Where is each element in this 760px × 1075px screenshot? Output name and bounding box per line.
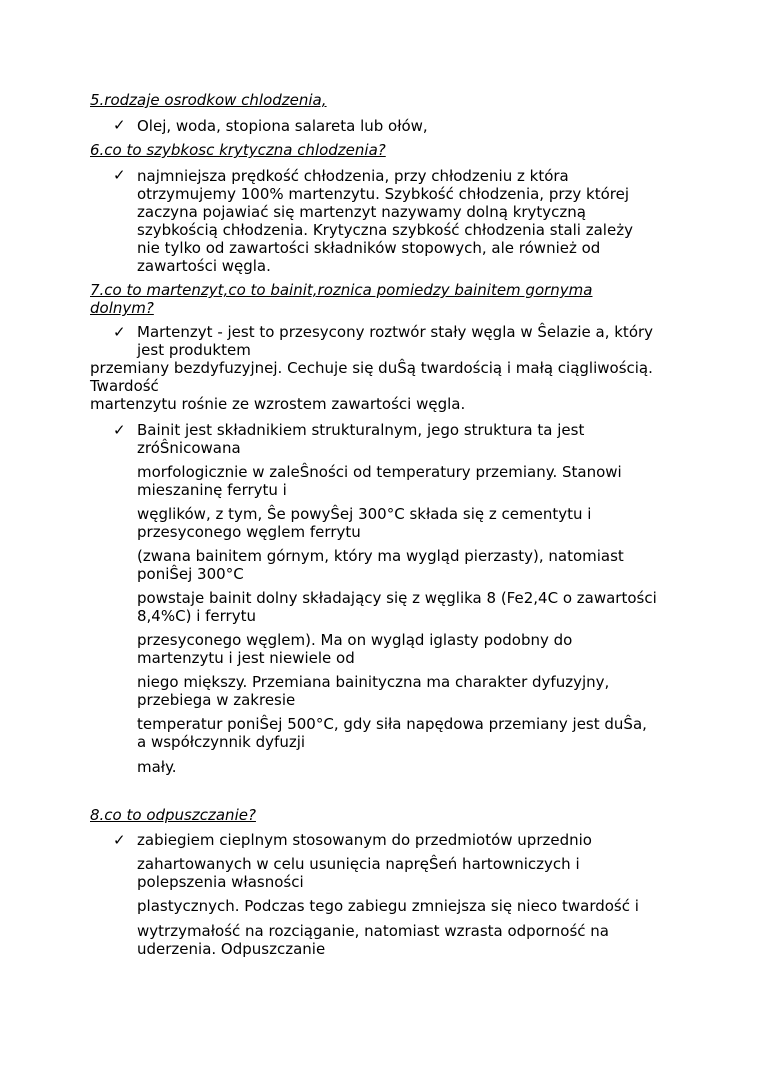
checkmark-icon: ✓ — [113, 116, 126, 134]
section-7-bullet-2-line-2: zróŜnicowana — [137, 439, 241, 457]
section-8-bullet-1-line-4: plastycznych. Podczas tego zabiegu zmniejsza się nieco twardość i — [137, 897, 639, 915]
section-7-bullet-2-line-17: mały. — [137, 758, 177, 776]
section-7-bullet-1-line-3: przemiany bezdyfuzyjnej. Cechuje się duŜą twardością i małą ciągliwością. — [90, 359, 653, 377]
section-7-bullet-2-line-1: Bainit jest składnikiem strukturalnym, jego struktura ta jest — [137, 421, 585, 439]
section-6-bullet-1-line-4: szybkością chłodzenia. Krytyczna szybkość chłodzenia stali zależy — [137, 221, 633, 239]
section-8-bullet-1-line-1: zabiegiem cieplnym stosowanym do przedmiotów uprzednio — [137, 831, 592, 849]
section-6-bullet-1-line-5: nie tylko od zawartości składników stopowych, ale również od — [137, 239, 601, 257]
checkmark-icon: ✓ — [113, 166, 126, 184]
section-7-bullet-2-line-8: poniŜej 300°C — [137, 565, 244, 583]
section-7-bullet-2-line-12: martenzytu i jest niewiele od — [137, 649, 355, 667]
section-7-heading-line-2: dolnym? — [90, 299, 154, 317]
section-7-bullet-1-line-2: jest produktem — [137, 341, 251, 359]
section-7-bullet-1-line-4: Twardość — [90, 377, 159, 395]
section-8-heading: 8.co to odpuszczanie? — [90, 806, 256, 824]
checkmark-icon: ✓ — [113, 831, 126, 849]
section-6-bullet-1-line-3: zaczyna pojawiać się martenzyt nazywamy dolną krytyczną — [137, 203, 587, 221]
section-7-bullet-2-line-9: powstaje bainit dolny składający się z węglika 8 (Fe2,4C o zawartości — [137, 589, 657, 607]
section-7-bullet-2-line-16: a współczynnik dyfuzji — [137, 733, 306, 751]
section-7-bullet-1-line-5: martenzytu rośnie ze wzrostem zawartości węgla. — [90, 395, 466, 413]
section-6-bullet-1-line-6: zawartości węgla. — [137, 257, 271, 275]
section-8-bullet-1-line-2: zahartowanych w celu usunięcia napręŜeń hartowniczych i — [137, 855, 580, 873]
section-8-bullet-1-line-3: polepszenia własności — [137, 873, 304, 891]
section-7-bullet-1-line-1: Martenzyt - jest to przesycony roztwór stały węgla w Ŝelazie a, który — [137, 323, 654, 341]
section-5-bullet-1-line-1: Olej, woda, stopiona salareta lub ołów, — [137, 117, 428, 135]
section-7-bullet-2-line-4: mieszaninę ferrytu i — [137, 481, 287, 499]
section-8-bullet-1-line-6: uderzenia. Odpuszczanie — [137, 940, 326, 958]
checkmark-icon: ✓ — [113, 421, 126, 439]
section-7-bullet-2-line-3: morfologicznie w zaleŜności od temperatury przemiany. Stanowi — [137, 463, 622, 481]
section-7-heading-line-1: 7.co to martenzyt,co to bainit,roznica pomiedzy bainitem gornyma — [90, 281, 593, 299]
section-7-bullet-2-line-5: węglików, z tym, Ŝe powyŜej 300°C składa się z cementytu i — [137, 505, 592, 523]
section-7-bullet-2-line-11: przesyconego węglem). Ma on wygląd iglasty podobny do — [137, 631, 573, 649]
section-7-bullet-2-line-7: (zwana bainitem górnym, który ma wygląd pierzasty), natomiast — [137, 547, 624, 565]
section-6-bullet-1-line-1: najmniejsza prędkość chłodzenia, przy chłodzeniu z która — [137, 167, 569, 185]
section-7-bullet-2-line-14: przebiega w zakresie — [137, 691, 296, 709]
section-5-heading: 5.rodzaje osrodkow chlodzenia, — [90, 91, 327, 109]
section-6-bullet-1-line-2: otrzymujemy 100% martenzytu. Szybkość chłodzenia, przy której — [137, 185, 630, 203]
section-7-bullet-2-line-6: przesyconego węglem ferrytu — [137, 523, 361, 541]
section-7-bullet-2-line-10: 8,4%C) i ferrytu — [137, 607, 256, 625]
section-7-bullet-2-line-13: niego miększy. Przemiana bainityczna ma charakter dyfuzyjny, — [137, 673, 610, 691]
section-7-bullet-2-line-15: temperatur poniŜej 500°C, gdy siła napędowa przemiany jest duŜa, — [137, 715, 647, 733]
checkmark-icon: ✓ — [113, 323, 126, 341]
section-8-bullet-1-line-5: wytrzymałość na rozciąganie, natomiast wzrasta odporność na — [137, 922, 609, 940]
section-6-heading: 6.co to szybkosc krytyczna chlodzenia? — [90, 141, 386, 159]
